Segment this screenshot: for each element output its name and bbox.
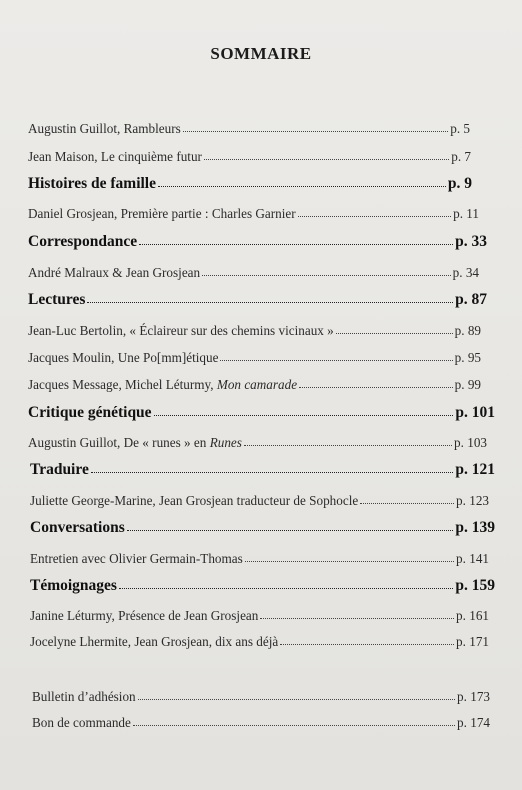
toc-entry-page: p. 95 — [454, 350, 481, 365]
toc-section-label: Correspondance — [28, 233, 138, 250]
toc-entry-page: p. 7 — [451, 149, 471, 164]
toc-entry-label — [28, 377, 297, 393]
dot-leader — [119, 587, 453, 589]
dot-leader — [139, 243, 453, 245]
dot-leader — [280, 643, 454, 645]
toc-section-label: Lectures — [28, 291, 86, 308]
dot-leader — [244, 444, 452, 446]
toc-section — [30, 577, 495, 595]
toc-section-page: p. 121 — [455, 461, 495, 478]
dot-leader — [220, 359, 452, 361]
toc-section — [30, 519, 495, 537]
dot-leader — [87, 301, 453, 303]
dot-leader — [158, 185, 446, 187]
toc-entry-page: p. 11 — [453, 206, 479, 221]
toc-section-page: p. 33 — [455, 233, 487, 250]
toc-entry — [28, 350, 481, 366]
toc-entry — [30, 551, 489, 567]
dot-leader — [202, 274, 451, 276]
dot-leader — [299, 386, 453, 388]
toc-entry — [28, 377, 481, 393]
dot-leader — [154, 414, 454, 416]
dot-leader — [298, 215, 451, 217]
toc-entry-page: p. 34 — [452, 265, 479, 280]
dot-leader — [336, 332, 453, 334]
toc-entry — [28, 435, 487, 451]
dot-leader — [138, 698, 455, 700]
toc-entry-label-text: Jacques Message, Michel Léturmy, — [28, 377, 217, 392]
toc-entry-label: Jean Maison, Le cinquième futur — [28, 149, 202, 164]
dot-leader — [127, 529, 454, 531]
page-title: SOMMAIRE — [210, 44, 312, 63]
toc-section-page: p. 87 — [455, 291, 487, 308]
toc-entry — [28, 121, 470, 137]
dot-leader — [204, 158, 449, 160]
toc-entry-label: Daniel Grosjean, Première partie : Charles Garnier — [28, 206, 296, 221]
toc-entry-label: Entretien avec Olivier Germain-Thomas — [30, 551, 243, 566]
toc-entry — [30, 634, 489, 650]
toc-entry — [28, 323, 481, 339]
toc-entry-page: p. 5 — [450, 121, 470, 136]
toc-entry-label: Janine Léturmy, Présence de Jean Grosjean — [30, 608, 259, 623]
toc-section-label: Histoires de famille — [28, 175, 156, 192]
dot-leader — [183, 130, 448, 132]
toc-entry-page: p. 103 — [454, 435, 487, 450]
toc-entry — [32, 689, 490, 705]
toc-entry-label-text: Augustin Guillot, De « runes » en — [28, 435, 210, 450]
toc-section-label: Traduire — [30, 461, 89, 478]
toc-entry — [32, 715, 490, 731]
toc-entry-page: p. 161 — [456, 608, 489, 623]
toc-section-label: Témoignages — [30, 577, 117, 594]
toc-entry — [30, 493, 489, 509]
toc-entry-label: Bon de commande — [32, 715, 131, 730]
dot-leader — [260, 617, 454, 619]
toc-section-page: p. 139 — [455, 519, 495, 536]
toc-section-page: p. 101 — [455, 404, 495, 421]
toc-entry — [28, 149, 471, 165]
toc-entry-label: Jacques Moulin, Une Po[mm]étique — [28, 350, 219, 365]
toc-entry-page: p. 141 — [456, 551, 489, 566]
toc-entry-label-italic: Runes — [209, 435, 242, 450]
toc-section — [28, 233, 487, 251]
toc-entry-page: p. 174 — [457, 715, 490, 730]
dot-leader — [91, 471, 454, 473]
toc-entry-page: p. 89 — [454, 323, 481, 338]
toc-entry-label: Juliette George-Marine, Jean Grosjean traducteur de Sophocle — [30, 493, 359, 508]
toc-section-page: p. 9 — [447, 175, 472, 192]
toc-section — [30, 461, 495, 479]
toc-entry-label: Bulletin d’adhésion — [32, 689, 136, 704]
toc-entry-label: Jocelyne Lhermite, Jean Grosjean, dix ans déjà — [30, 634, 279, 649]
toc-entry — [28, 265, 479, 281]
toc-entry-page: p. 171 — [456, 634, 489, 649]
toc-entry-page: p. 173 — [457, 689, 490, 704]
toc-section-label: Critique génétique — [28, 404, 152, 421]
dot-leader — [133, 724, 455, 726]
toc-section — [28, 404, 495, 422]
dot-leader — [245, 560, 454, 562]
toc-entry-label-italic: Mon camarade — [216, 377, 298, 392]
toc-entry-page: p. 99 — [454, 377, 481, 392]
toc-entry — [28, 206, 479, 222]
toc-section — [28, 175, 472, 193]
toc-entry-label: Jean-Luc Bertolin, « Éclaireur sur des chemins vicinaux » — [28, 323, 334, 338]
toc-section — [28, 291, 487, 309]
toc-entry-label: Augustin Guillot, Rambleurs — [28, 121, 181, 136]
toc-entry-label — [28, 435, 242, 451]
toc-section-page: p. 159 — [455, 577, 495, 594]
toc-entry-page: p. 123 — [456, 493, 489, 508]
toc-entry-label: André Malraux & Jean Grosjean — [28, 265, 201, 280]
toc-entry — [30, 608, 489, 624]
toc-section-label: Conversations — [30, 519, 125, 536]
dot-leader — [360, 502, 454, 504]
